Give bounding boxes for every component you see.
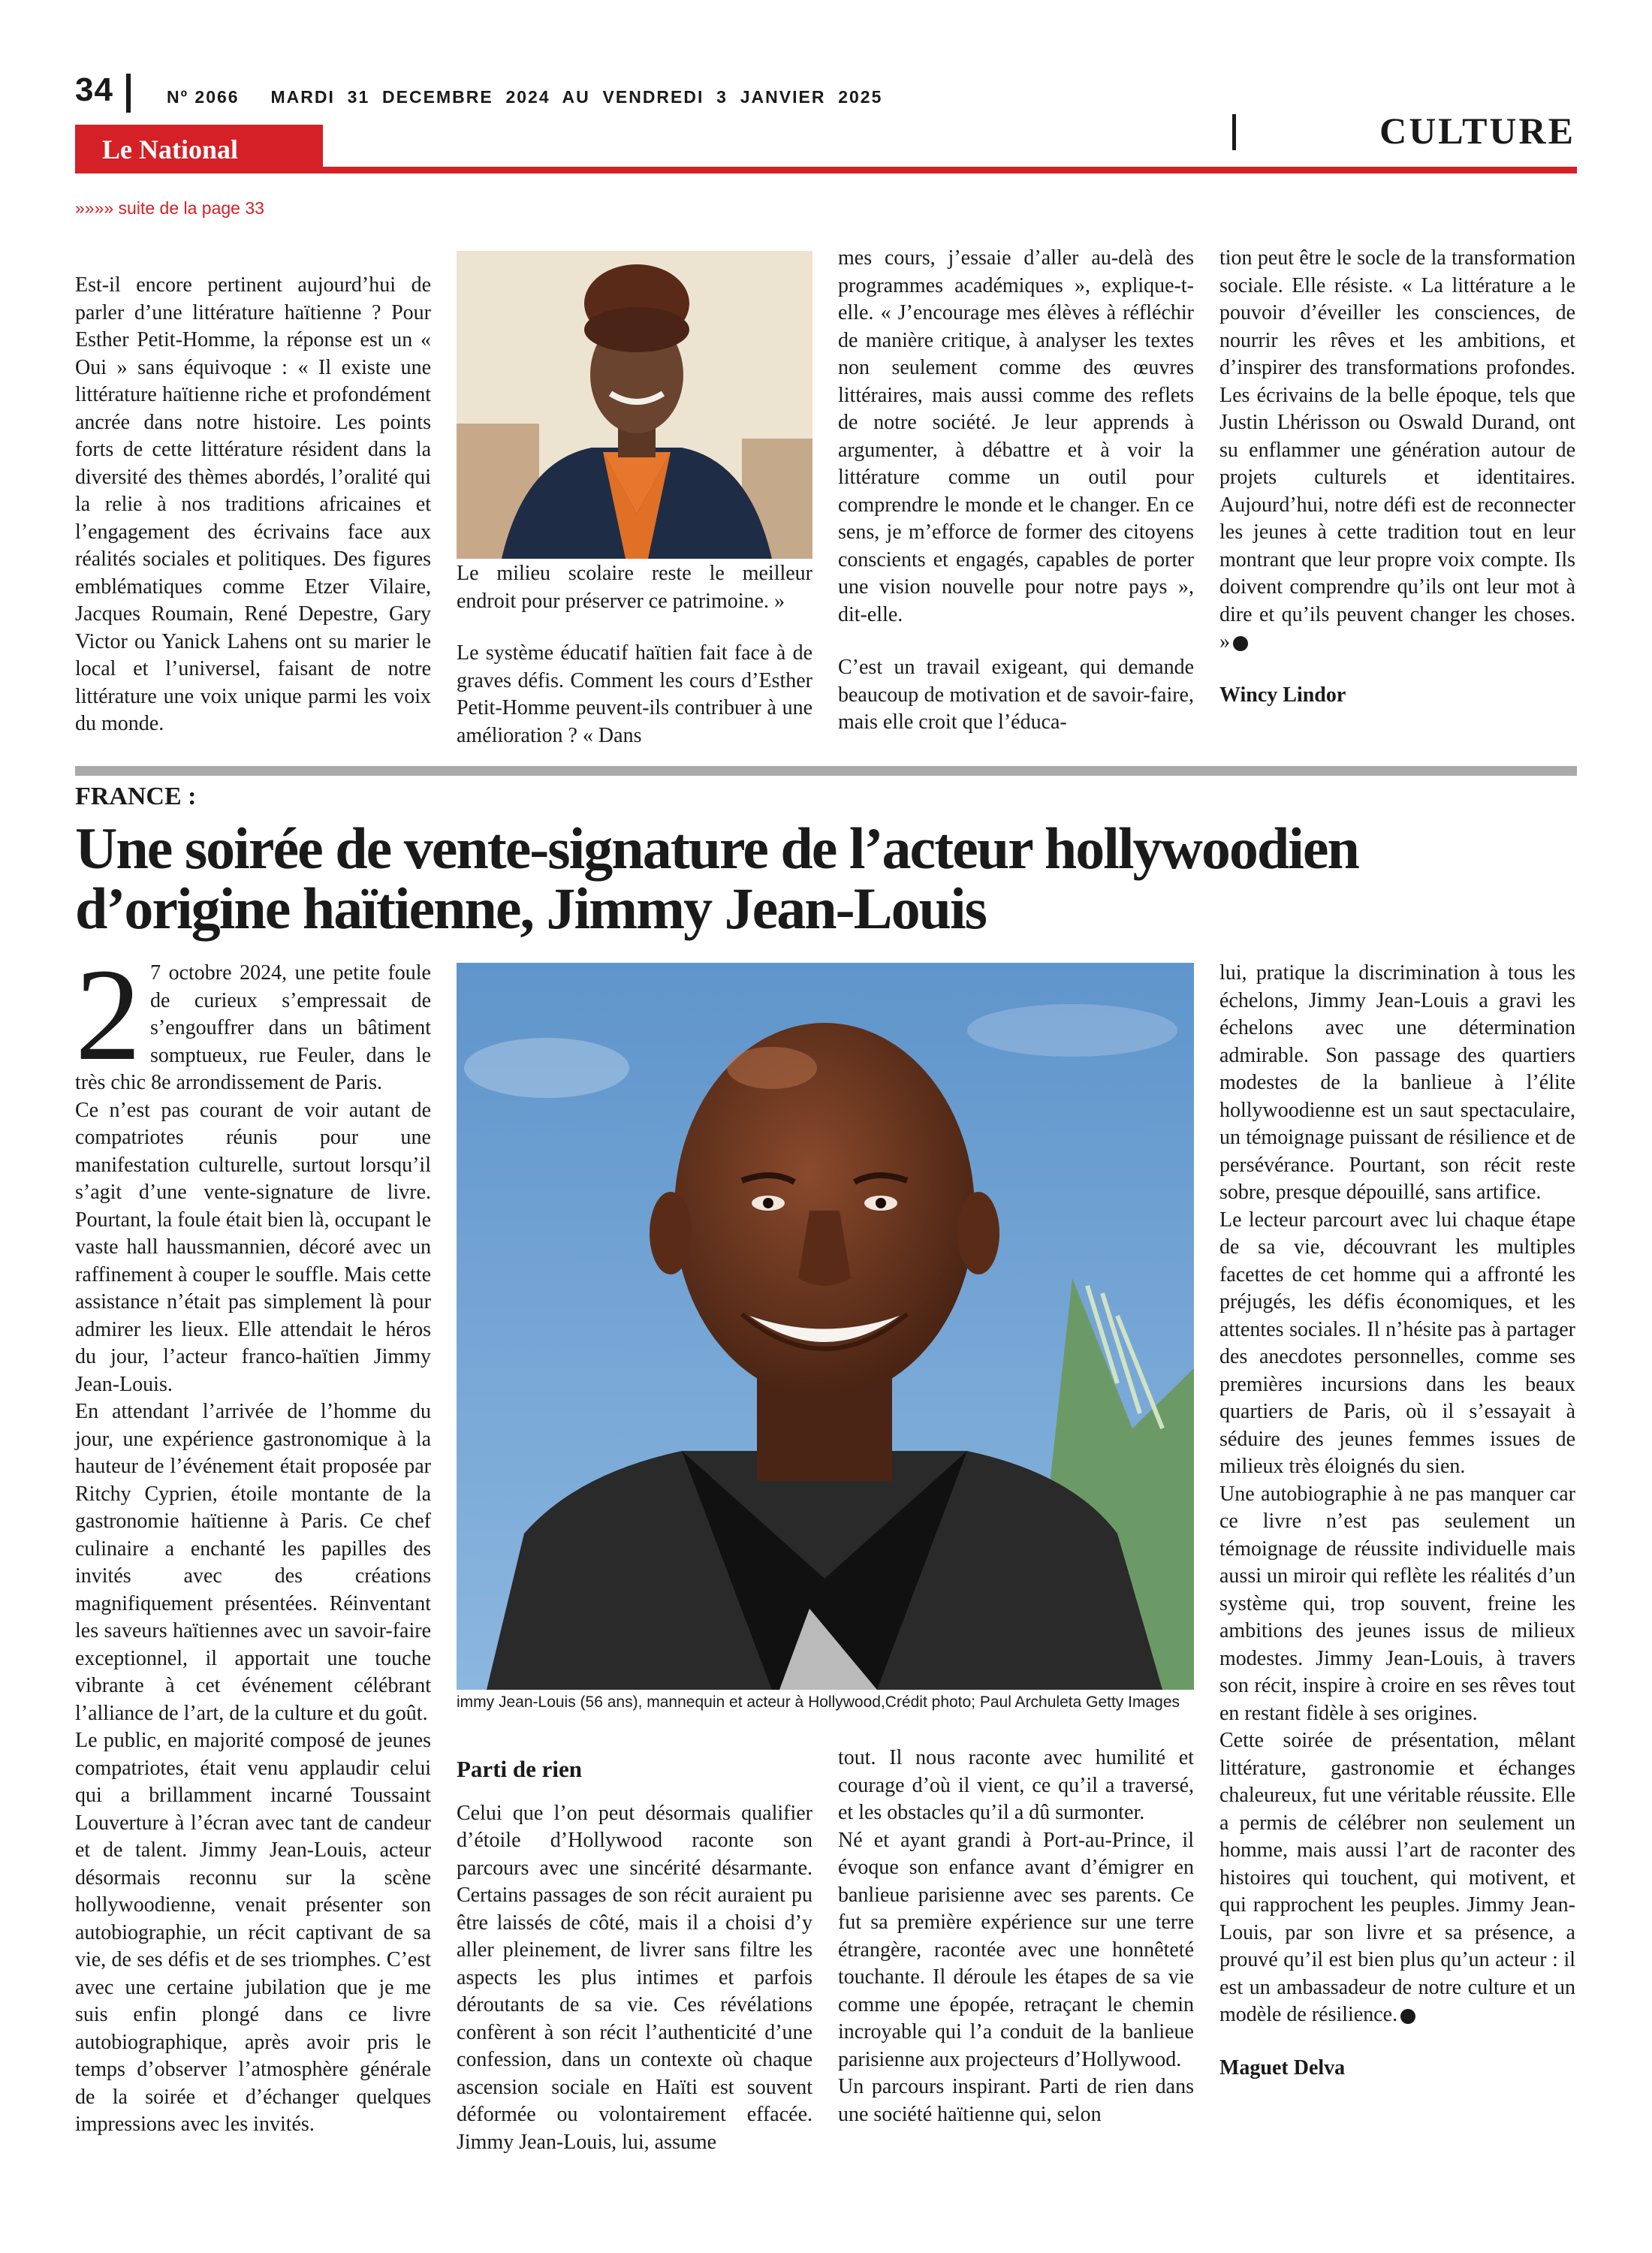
paragraph: Le lecteur parcourt avec lui chaque étape de sa vie, découvrant les multiples facettes de cet homme qui a affronté les préjugés, les défis économiques, et les attentes sociales. Il n’hésite pas à partager des anecdotes personnelles, comme ses premières incursions dans les beaux quartiers de Paris, où il s’essayait à séduire des jeunes femmes issues de milieux très éloignés du sien. <box>1219 1208 1575 1478</box>
top-article-col-2 <box>457 640 812 749</box>
page-number-divider <box>126 74 131 113</box>
section-divider <box>1232 114 1236 150</box>
paragraph: Celui que l’on peut désormais qualifier d’étoile d’Hollywood raconte son parcours avec une sincérité désarmante. Certains passages de son récit auraient pu être laissés de côté, mais il a choisi d’y aller pleinement, de livrer sans filtre les aspects les plus intimes et parfois déroutants de sa vie. Ces révélations confèrent à son récit l’authenticité d’une confession, dans un contexte où chaque ascension sociale en Haïti est souvent déformée ou volontairement effacée. Jimmy Jean-Louis, lui, assume <box>457 1801 812 2154</box>
author-byline: Wincy Lindor <box>1219 683 1346 707</box>
paragraph: Ce n’est pas courant de voir autant de compatriotes réunis pour une manifestation culturelle, surtout lorsqu’il s’agit d’une vente-signature de livre. Pourtant, la foule était bien là, occupant le vaste hall haussmannien, décoré avec un raffinement à couper le souffle. Mais cette assistance n’était pas simplement là pour admirer les lieux. Elle attendait le héros du jour, l’acteur franco-haïtien Jimmy Jean-Louis. <box>75 1098 431 1396</box>
paragraph-text: 7 octobre 2024, une petite foule de curieux s’empressait de s’engouffrer dans un bâtiment somptueux, rue Feuler, dans le très chic 8e arrondissement de Paris. <box>75 961 431 1094</box>
portrait-image <box>457 251 812 559</box>
paragraph-text: tion peut être le socle de la transformation sociale. Elle résiste. « La littérature a le pouvoir d’éveiller les consciences, de nourrir les rêves et les ambitions, et d’inspirer des transformations profondes. Les écrivains de la belle époque, tels que Justin Lhérisson ou Oswald Durand, ont su enflammer une génération autour de projets culturels et identitaires. Aujourd’hui, notre défi est de reconnecter les jeunes à cette tradition tout en leur montrant que leur propre voix compte. Ils doivent comprendre qu’ils ont leur mot à dire et qu’ils peuvent changer les choses. » <box>1219 246 1575 653</box>
portrait-caption-continuation: Le milieu scolaire reste le meilleur endroit pour préserver ce patrimoine. » <box>457 562 812 613</box>
paragraph: Est-il encore pertinent aujourd’hui de parler d’une littérature haïtienne ? Pour Esther Petit-Homme, la réponse est un « Oui » sans équivoque : « Il existe une littérature haïtienne riche et profondément ancrée dans notre histoire. Les points forts de cette littérature résident dans la diversité des thèmes abordés, l’oralité qui la relie à nos traditions africaines et l’engagement des écrivains face aux réalités sociales et politiques. Des figures emblématiques comme Etzer Vilaire, Jacques Roumain, René Depestre, Gary Victor ou Yanick Lahens ont su marier le local et l’universel, faisant de notre littérature une voix unique parmi les voix du monde. <box>75 273 431 735</box>
subheading: Parti de rien <box>457 1756 583 1782</box>
portrait-photo <box>457 251 812 559</box>
header-red-rule <box>75 167 1577 173</box>
issue-date-line: Nº 2066 MARDI 31 DECEMBRE 2024 AU VENDREDI 3 JANVIER 2025 <box>167 87 883 107</box>
paragraph: Une autobiographie à ne pas manquer car ce livre n’est pas seulement un témoignage de réussite individuelle mais aussi un miroir qui reflète les réalités d’un système qui, trop souvent, freine les ambitions des jeunes issus de milieux modestes. Jimmy Jean-Louis, à travers son récit, inspire à croire en ses rêves tout en restant fidèle à ses origines. <box>1219 1482 1575 1725</box>
top-article-col-3 <box>838 245 1194 737</box>
brand-logo: Le National <box>102 134 239 164</box>
main-article-col-3 <box>838 1745 1194 2128</box>
paragraph <box>1219 245 1575 656</box>
section-title: CULTURE <box>1379 110 1575 152</box>
paragraph: Le système éducatif haïtien fait face à de graves défis. Comment les cours d’Esther Petit-Homme peuvent-ils contribuer à une amélioration ? « Dans <box>457 641 812 747</box>
actor-image <box>457 963 1194 1690</box>
continued-from: »»»» suite de la page 33 <box>75 198 264 218</box>
paragraph: mes cours, j’essaie d’aller au-delà des programmes académiques », explique-t-elle. « J’encourage mes élèves à réfléchir de manière critique, à analyser les textes non seulement comme des œuvres littéraires, mais aussi comme des reflets de notre société. Je leur apprends à argumenter, à débattre et à voir la littérature comme un outil pour comprendre le monde et le changer. En ce sens, je m’efforce de former des citoyens conscients et engagés, capables de porter une vision nouvelle pour notre pays », dit-elle. <box>838 246 1194 626</box>
photo-credit-caption: immy Jean-Louis (56 ans), mannequin et acteur à Hollywood,Crédit photo; Paul Archuleta Getty Images <box>457 1694 1180 1711</box>
end-mark-icon <box>1233 636 1248 651</box>
main-article-col-4 <box>1219 960 1575 2082</box>
main-article-col-1 <box>75 942 431 2139</box>
paragraph: tout. Il nous raconte avec humilité et courage d’où il vient, ce qu’il a traversé, et les obstacles qu’il a dû surmonter. <box>838 1746 1194 1824</box>
article-divider <box>75 766 1577 776</box>
paragraph: C’est un travail exigeant, qui demande beaucoup de motivation et de savoir-faire, mais elle croit que l’éduca- <box>838 656 1194 734</box>
paragraph: Né et ayant grandi à Port-au-Prince, il évoque son enfance avant d’émigrer en banlieue parisienne avec ses parents. Ce fut sa première expérience sur une terre étrangère, racontée avec une honnêteté touchante. Il déroule les étapes de sa vie comme une épopée, retraçant le chemin incroyable qui l’a conduit de la banlieue parisienne aux projecteurs d’Hollywood. <box>838 1828 1194 2071</box>
paragraph <box>75 942 431 1097</box>
paragraph: lui, pratique la discrimination à tous les échelons, Jimmy Jean-Louis a gravi les échelons avec une détermination admirable. Son passage des quartiers modestes de la banlieue à l’élite hollywoodienne est un saut spectaculaire, un témoignage puissant de résilience et de persévérance. Pourtant, son récit reste sobre, presque dépouillé, sans artifice. <box>1219 961 1575 1204</box>
drop-cap: 2 <box>75 942 141 1088</box>
paragraph <box>1219 1727 1575 2029</box>
paragraph: Un parcours inspirant. Parti de rien dans une société haïtienne qui, selon <box>838 2075 1194 2126</box>
article-headline: Une soirée de vente-signature de l’acteur hollywoodien d’origine haïtienne, Jimmy Jean-Louis <box>75 816 1358 941</box>
paragraph: En attendant l’arrivée de l’homme du jour, une expérience gastronomique à la hauteur de l’événement était proposée par Ritchy Cyprien, étoile montante de la gastronomie haïtienne à Paris. Ce chef culinaire a enchanté les papilles des invités avec des créations magnifiquement présentées. Réinventant les saveurs haïtiennes avec un savoir-faire exceptionnel, il apportait une touche vibrante à cet événement célébrant l’alliance de l’art, de la culture et du goût. <box>75 1400 431 1725</box>
paragraph-text: Cette soirée de présentation, mêlant littérature, gastronomie et échanges chaleureux, fut une véritable réussite. Elle a permis de célébrer non seulement un homme, mais aussi l’art de raconter des histoires qui touchent, qui motivent, et qui rapprochent les peuples. Jimmy Jean-Louis, par son livre et sa présence, a prouvé qu’il est bien plus qu’un acteur : il est un ambassadeur de notre culture et un modèle de résilience. <box>1219 1729 1575 2026</box>
article-kicker: FRANCE : <box>75 783 197 810</box>
paragraph: Le public, en majorité composé de jeunes compatriotes, était venu applaudir celui qui a brillamment incarné Toussaint Louverture à l’écran avec tant de candeur et de talent. Jimmy Jean-Louis, acteur désormais reconnu sur la scène hollywoodienne, venait présenter son autobiographie, un récit captivant de sa vie, de ses défis et de ses triomphes. C’est avec une certaine jubilation que je me suis enfin plongé dans ce livre autobiographique, après avoir pris le temps d’observer l’atmosphère générale de la soirée et d’échanger quelques impressions avec les invités. <box>75 1729 431 2136</box>
page-number: 34 <box>75 71 113 108</box>
actor-photo <box>457 963 1194 1690</box>
main-article-col-2 <box>457 1756 812 2156</box>
author-byline: Maguet Delva <box>1219 2055 1346 2080</box>
top-article-col-1 <box>75 272 431 738</box>
end-mark-icon <box>1400 2009 1415 2024</box>
top-article-col-4 <box>1219 245 1575 709</box>
